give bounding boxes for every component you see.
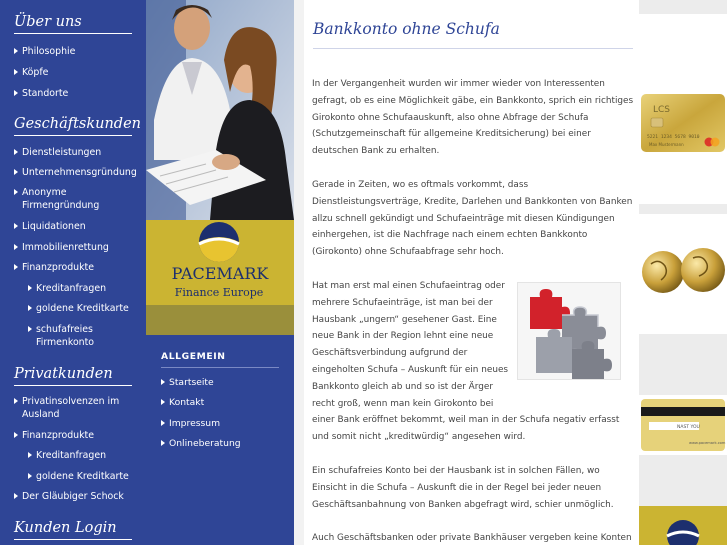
arrow-right-icon <box>14 48 18 54</box>
arrow-right-icon <box>161 440 165 446</box>
arrow-right-icon <box>161 399 165 405</box>
text-line: mehrere Schufaeinträge, ist man bei der <box>312 297 493 308</box>
nav-subitem-schufafreies-firmenkonto[interactable]: schufafreies Firmenkonto <box>28 323 94 349</box>
text-line: Bankkonto gleich ab und so ist der Ärger <box>312 381 493 392</box>
arrow-right-icon <box>14 264 18 270</box>
menu-item-onlineberatung[interactable]: Onlineberatung <box>161 438 241 449</box>
nav-item-liquidationen[interactable]: Liquidationen <box>14 220 86 233</box>
text-line: Auch Geschäftsbanken oder private Bankhäuser vergeben keine Konten <box>312 533 632 543</box>
paragraph-5 <box>312 530 632 545</box>
nav-item-immobilienrettung[interactable]: Immobilienrettung <box>14 241 109 254</box>
gold-globes-box <box>639 214 727 334</box>
arrow-right-icon <box>14 398 18 404</box>
arrow-right-icon <box>14 169 18 175</box>
gold-globe-icon <box>681 248 725 292</box>
text-line: (Girokonto) ohne Schufaabfrage sehr hoch. <box>312 247 504 258</box>
arrow-right-icon <box>14 189 18 195</box>
text-line: eingeholten Schufa – Auskunft für ein neues <box>312 364 509 375</box>
text-line: In der Vergangenheit wurden wir immer wieder von Interessenten <box>312 79 605 89</box>
middle-column <box>146 0 294 545</box>
text-line: Dienstleistungsverträge, Kredite, Darlehen und Bankkonten von Banken <box>312 196 633 207</box>
logo-subtext: Finance Europe <box>174 286 264 299</box>
text-line: allzu schnell gekündigt und Schufaeinträge mit diesen Kündigungen <box>312 213 615 224</box>
nav-item-unternehmensgruendung[interactable]: Unternehmensgründung <box>14 166 137 179</box>
paragraph-2 <box>312 177 632 261</box>
section-heading-ueber-uns: Über uns <box>14 14 132 34</box>
section-heading-geschaeftskunden: Geschäftskunden <box>14 116 132 136</box>
text-line: Girokonto ohne Schufaauskunft, also ohne Abfrage der Schufa <box>312 112 589 123</box>
card-number: 5221 1234 5678 9010 <box>647 135 700 140</box>
text-line: (Schutzgemeinschaft für allgemeine Kreditsicherung) bei einer <box>312 129 591 140</box>
paragraph-4 <box>312 463 614 513</box>
arrow-right-icon <box>14 223 18 229</box>
arrow-right-icon <box>14 244 18 250</box>
logo-text: PACEMARK <box>171 264 269 283</box>
nav-item-glaeubiger-schock[interactable]: Der Gläubiger Schock <box>14 490 124 503</box>
puzzle-image <box>517 282 621 380</box>
gold-globe-icon <box>642 251 684 293</box>
nav-item-finanzprodukte-privat[interactable]: Finanzprodukte <box>14 429 94 442</box>
text-line: Hausbank „ungern“ gesehener Gast. Eine <box>312 314 497 325</box>
business-people-photo <box>146 0 294 220</box>
nav-item-koepfe[interactable]: Köpfe <box>14 66 48 79</box>
arrow-right-icon <box>161 420 165 426</box>
title-divider <box>313 48 633 49</box>
pacemark-logo <box>146 220 294 305</box>
nav-item-dienstleistungen[interactable]: Dienstleistungen <box>14 146 101 159</box>
paragraph-1 <box>312 76 633 160</box>
arrow-right-icon <box>14 69 18 75</box>
text-line: einer Bank eröffnet bekommt, weil man in der Schufa negativ erfasst <box>312 415 620 426</box>
arrow-right-icon <box>14 432 18 438</box>
text-line: neue Bank in der Region lehnt eine neue <box>312 331 494 342</box>
text-line: Geschäftsanbahnung von Banken abgefragt wird, schier unmöglich. <box>312 499 614 510</box>
arrow-right-icon <box>28 326 32 332</box>
main-content <box>294 0 639 545</box>
nav-subitem-goldene-kreditkarte-privat[interactable]: goldene Kreditkarte <box>28 470 129 483</box>
text-line: Geschäftsverbindung aufgrund der <box>312 348 468 359</box>
nav-item-philosophie[interactable]: Philosophie <box>14 45 75 58</box>
arrow-right-icon <box>14 149 18 155</box>
text-line: einhergehen, ist die Nachfrage nach einem echten Bankkonto <box>312 230 588 241</box>
arrow-right-icon <box>14 493 18 499</box>
general-menu <box>146 335 294 545</box>
chip-icon <box>651 118 663 127</box>
menu-divider <box>161 367 279 368</box>
text-line: deutschen Bank zu erhalten. <box>312 146 440 157</box>
arrow-right-icon <box>28 285 32 291</box>
menu-item-impressum[interactable]: Impressum <box>161 418 220 429</box>
card-back-label: NAST YOU <box>677 425 700 430</box>
menu-item-startseite[interactable]: Startseite <box>161 377 214 388</box>
left-sidebar <box>0 0 146 545</box>
nav-subitem-goldene-kreditkarte[interactable]: goldene Kreditkarte <box>28 302 129 315</box>
menu-heading: ALLGEMEIN <box>161 351 226 362</box>
text-line: Ein schufafreies Konto bei der Hausbank ist in solchen Fällen, wo <box>312 466 600 476</box>
text-line: Einsicht in die Schufa – Auskunft die in der Regel bei jeder neuen <box>312 482 602 493</box>
arrow-right-icon <box>28 305 32 311</box>
arrow-right-icon <box>28 473 32 479</box>
arrow-right-icon <box>14 90 18 96</box>
card-holder: Max Mustermann <box>649 142 684 147</box>
logo-thumb-box <box>639 506 727 545</box>
nav-item-standorte[interactable]: Standorte <box>14 87 68 100</box>
right-sidebar <box>639 0 727 545</box>
menu-item-kontakt[interactable]: Kontakt <box>161 397 204 408</box>
logo-strip <box>146 305 294 335</box>
card-back-box <box>639 395 727 455</box>
nav-item-privatinsolvenzen[interactable]: Privatinsolvenzen im Ausland <box>14 395 119 421</box>
text-line: gefragt, ob es eine Möglichkeit gäbe, ein Bankkonto, sprich ein richtiges <box>312 95 634 106</box>
nav-subitem-kreditanfragen-privat[interactable]: Kreditanfragen <box>28 449 106 462</box>
text-line: recht groß, wenn man kein Girokonto bei <box>312 398 494 409</box>
arrow-right-icon <box>28 452 32 458</box>
text-line: und somit nicht „kreditwürdig“ angesehen wird. <box>312 432 526 443</box>
nav-item-anonyme-firmengruendung[interactable]: Anonyme Firmengründung <box>14 186 99 212</box>
gold-card-box <box>639 14 727 204</box>
card-brand: LCS <box>653 105 671 115</box>
arrow-right-icon <box>161 379 165 385</box>
nav-subitem-kreditanfragen[interactable]: Kreditanfragen <box>28 282 106 295</box>
nav-item-finanzprodukte[interactable]: Finanzprodukte <box>14 261 94 274</box>
section-heading-kunden-login: Kunden Login <box>14 520 132 540</box>
card-back-footer: www.pacemark.com <box>689 441 726 445</box>
page-title: Bankkonto ohne Schufa <box>313 20 500 38</box>
text-line: Hat man erst mal einen Schufaeintrag oder <box>312 281 505 291</box>
text-line: Gerade in Zeiten, wo es oftmals vorkommt, dass <box>312 180 529 190</box>
section-heading-privatkunden: Privatkunden <box>14 366 132 386</box>
